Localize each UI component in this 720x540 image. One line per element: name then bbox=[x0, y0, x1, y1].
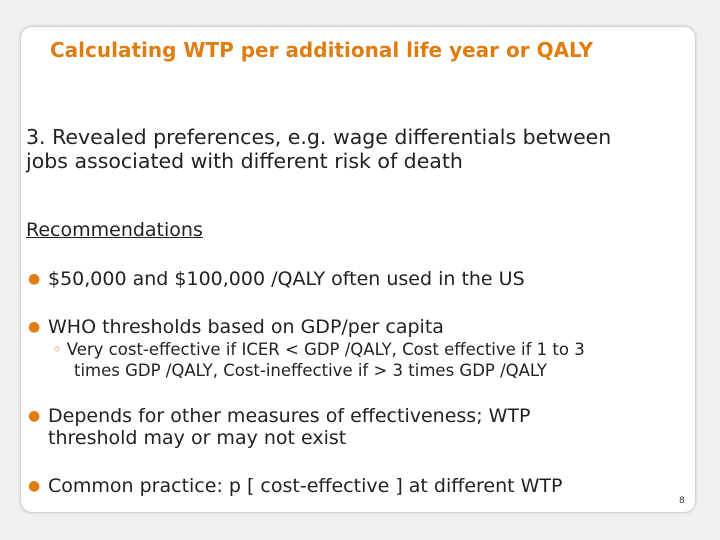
bullet-line-1: Depends for other measures of effectiveness; WTP bbox=[48, 405, 531, 427]
slide-page-number: 8 bbox=[679, 496, 685, 506]
point-line-1: Revealed preferences, e.g. wage differentials between bbox=[52, 125, 612, 149]
bullet-dot-icon: ● bbox=[28, 408, 41, 424]
bullet-text bbox=[48, 405, 531, 449]
bullet-text: $50,000 and $100,000 /QALY often used in the US bbox=[48, 268, 525, 290]
bullet-dot-icon: ● bbox=[28, 271, 41, 287]
sub-bullet-item bbox=[52, 339, 720, 381]
bullet-text: WHO thresholds based on GDP/per capita bbox=[48, 316, 444, 338]
bullet-dot-icon: ● bbox=[28, 319, 41, 335]
ring-bullet-icon: ◦ bbox=[52, 340, 62, 359]
point-line-2: jobs associated with different risk of death bbox=[26, 149, 463, 173]
sub-bullet-line-2: times GDP /QALY, Cost-ineffective if > 3 times GDP /QALY bbox=[74, 361, 548, 380]
bullet-dot-icon: ● bbox=[28, 478, 41, 494]
slide-title: Calculating WTP per additional life year or QALY bbox=[50, 38, 594, 62]
sub-bullet-line-1: Very cost-effective if ICER < GDP /QALY, Cost effective if 1 to 3 bbox=[66, 340, 585, 359]
revealed-preferences-point bbox=[26, 125, 716, 173]
point-number: 3. bbox=[26, 125, 46, 149]
bullet-line-2: threshold may or may not exist bbox=[48, 427, 347, 449]
bullet-text: Common practice: p [ cost-effective ] at different WTP bbox=[48, 475, 563, 497]
recommendations-heading: Recommendations bbox=[26, 219, 203, 241]
